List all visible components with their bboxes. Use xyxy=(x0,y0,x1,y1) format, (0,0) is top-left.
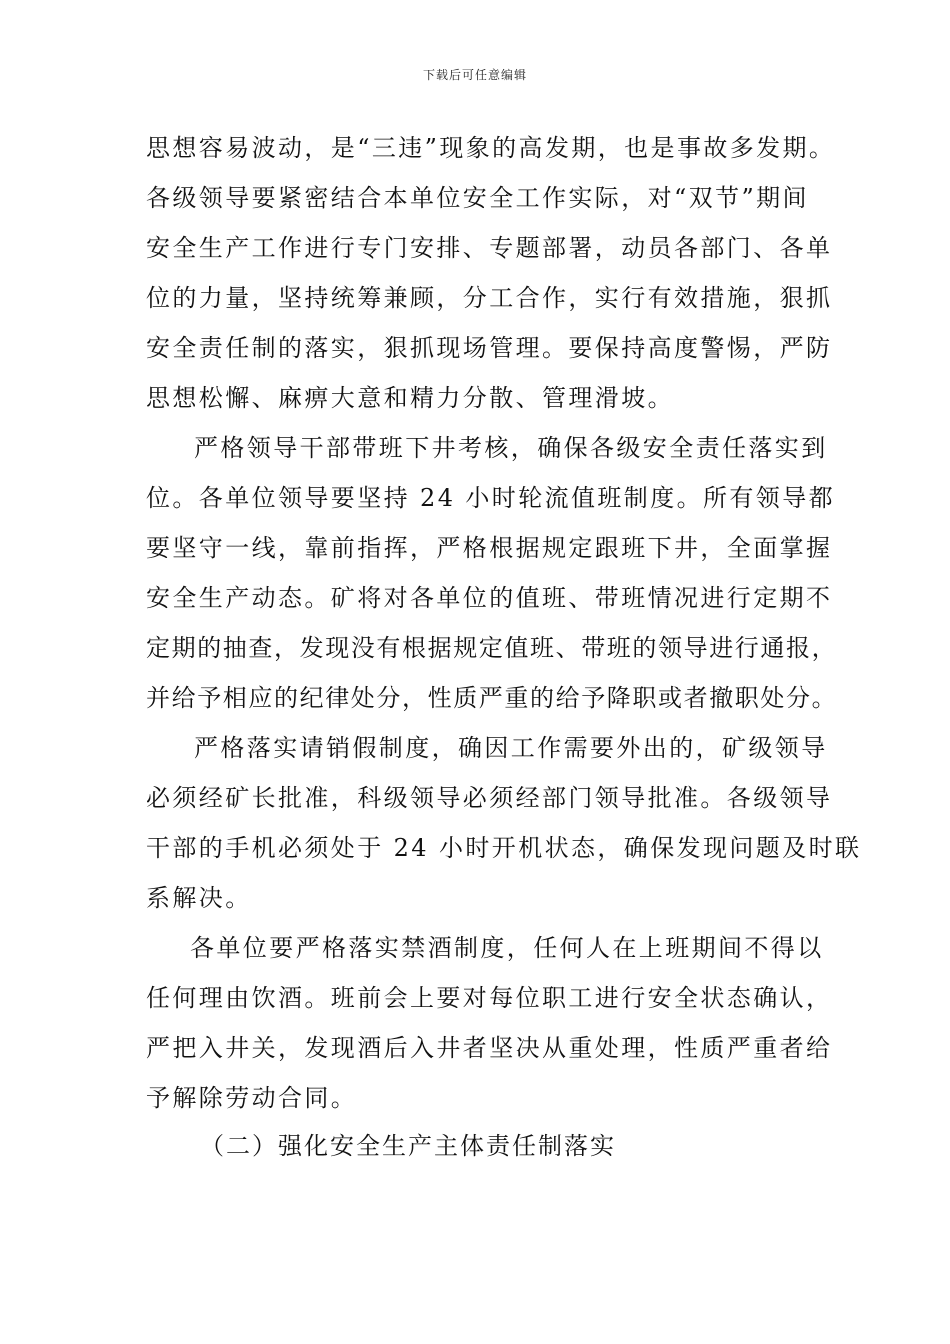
paragraph-3-line-2: 必须经矿长批准，科级领导必须经部门领导批准。各级领导 xyxy=(146,784,833,812)
paragraph-1-line-6: 思想松懈、麻痹大意和精力分散、管理滑坡。 xyxy=(146,384,674,412)
paragraph-1-line-3: 安全生产工作进行专门安排、专题部署，动员各部门、各单 xyxy=(146,234,833,262)
paragraph-3-line-1: 严格落实请销假制度，确因工作需要外出的，矿级领导 xyxy=(194,734,828,762)
paragraph-4-line-3: 严把入井关，发现酒后入井者坚决从重处理，性质严重者给 xyxy=(146,1034,833,1062)
paragraph-1-line-2: 各级领导要紧密结合本单位安全工作实际，对“双节”期间 xyxy=(146,184,809,212)
section-heading: （二）强化安全生产主体责任制落实 xyxy=(200,1132,616,1160)
page-header-note: 下载后可任意编辑 xyxy=(422,68,527,82)
paragraph-2-line-2: 位。各单位领导要坚持 24 小时轮流值班制度。所有领导都 xyxy=(146,484,835,512)
paragraph-1-line-4: 位的力量，坚持统筹兼顾，分工合作，实行有效措施，狠抓 xyxy=(146,284,833,312)
paragraph-4-line-2: 任何理由饮酒。班前会上要对每位职工进行安全状态确认， xyxy=(146,984,833,1012)
paragraph-3-line-4: 系解决。 xyxy=(146,884,252,912)
paragraph-2-line-5: 定期的抽查，发现没有根据规定值班、带班的领导进行通报， xyxy=(146,634,838,662)
paragraph-4-line-1: 各单位要严格落实禁酒制度，任何人在上班期间不得以 xyxy=(190,934,824,962)
paragraph-3-line-3: 干部的手机必须处于 24 小时开机状态，确保发现问题及时联 xyxy=(146,834,862,862)
paragraph-2-line-1: 严格领导干部带班下井考核，确保各级安全责任落实到 xyxy=(194,434,828,462)
paragraph-1-line-1: 思想容易波动，是“三违”现象的高发期，也是事故多发期。 xyxy=(146,134,836,162)
paragraph-1-line-5: 安全责任制的落实，狠抓现场管理。要保持高度警惕，严防 xyxy=(146,334,833,362)
paragraph-2-line-4: 安全生产动态。矿将对各单位的值班、带班情况进行定期不 xyxy=(146,584,833,612)
paragraph-2-line-6: 并给予相应的纪律处分，性质严重的给予降职或者撤职处分。 xyxy=(146,684,838,712)
paragraph-4-line-4: 予解除劳动合同。 xyxy=(146,1084,358,1112)
paragraph-2-line-3: 要坚守一线，靠前指挥，严格根据规定跟班下井，全面掌握 xyxy=(146,534,833,562)
